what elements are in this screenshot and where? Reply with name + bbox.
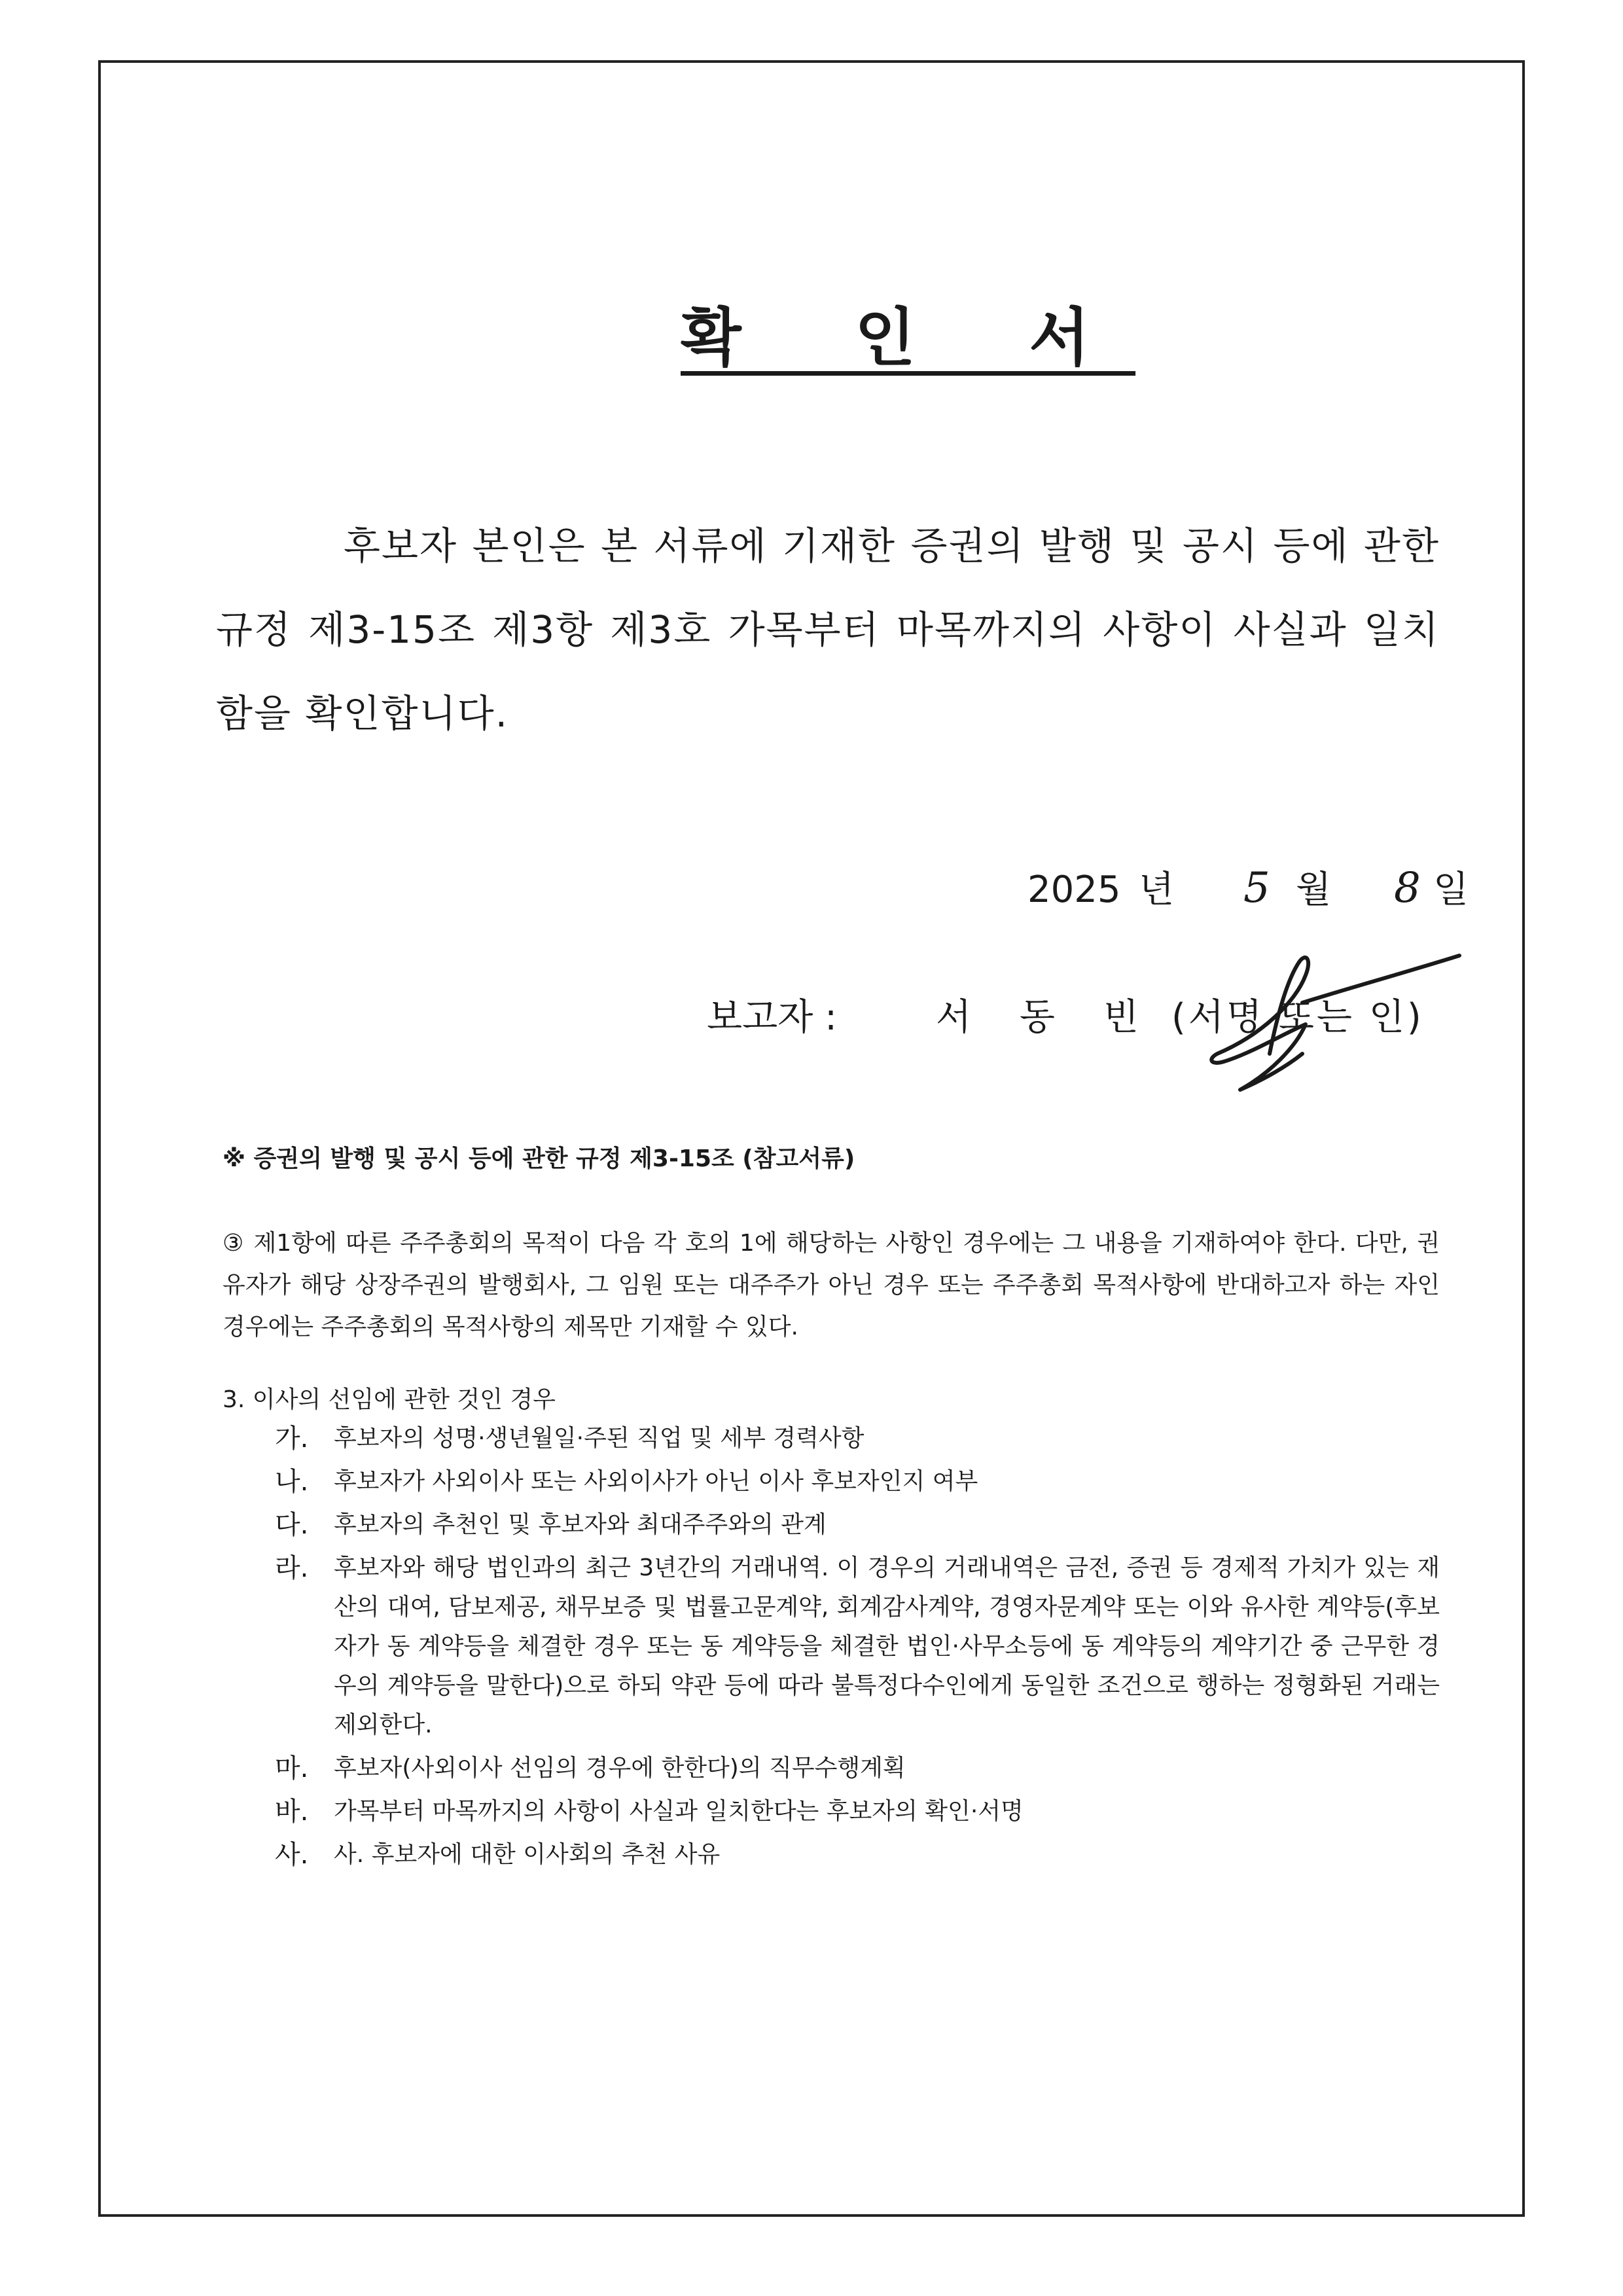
list-item-marker: 나.	[275, 1467, 309, 1497]
date-day-label: 일	[1433, 869, 1469, 911]
list-item	[275, 1419, 1440, 1458]
date-month: 5	[1243, 864, 1270, 912]
list-item-marker: 바.	[275, 1797, 309, 1827]
date-year: 2025	[1027, 869, 1121, 911]
list-item-text: 후보자가 사외이사 또는 사외이사가 아닌 이사 후보자인지 여부	[334, 1468, 978, 1495]
list-item-marker: 가.	[275, 1424, 309, 1454]
reference-title: ※ 증권의 발행 및 공시 등에 관한 규정 제3-15조 (참고서류)	[223, 1145, 855, 1172]
list-item-marker: 사.	[275, 1840, 309, 1870]
sign-note: (서명 또는 인)	[1171, 996, 1424, 1039]
reporter-label: 보고자 :	[707, 996, 837, 1039]
list-item-marker: 마.	[275, 1753, 309, 1784]
list-item-text: 후보자의 성명·생년월일·주된 직업 및 세부 경력사항	[334, 1425, 865, 1452]
list-item-marker: 다.	[275, 1510, 309, 1540]
document-title: 확 인 서	[681, 301, 1136, 374]
handwritten-signature	[1171, 942, 1472, 1100]
list-item	[275, 1835, 1440, 1874]
date-line	[1027, 861, 1469, 913]
list-item	[275, 1549, 1440, 1745]
confirmation-statement: 후보자 본인은 본 서류에 기재한 증권의 발행 및 공시 등에 관한 규정 제3-15조 제3항 제3호 가목부터 마목까지의 사항이 사실과 일치함을 확인합니다.	[216, 524, 1440, 736]
reporter-name: 서 동 빈	[936, 996, 1157, 1039]
list-item-marker: 라.	[275, 1553, 309, 1583]
list-item	[275, 1462, 1440, 1501]
list-item	[275, 1505, 1440, 1545]
list-item-text: 사. 후보자에 대한 이사회의 추천 사유	[334, 1841, 721, 1868]
document-border	[98, 60, 1525, 2217]
date-year-label: 년	[1139, 869, 1175, 911]
date-month-label: 월	[1296, 869, 1332, 911]
list-item-text: 후보자와 해당 법인과의 최근 3년간의 거래내역. 이 경우의 거래내역은 금전, 증권 등 경제적 가치가 있는 재산의 대여, 담보제공, 채무보증 및 법률고문계약, 회계감사계약, 경영자문계약 또는 이와 유사한 계약등(후보자가 동 계약등을 체결한 경우 또는 동 계약등을 체결한 법인·사무소등에 동 계약등의 계약기간 중 근무한 경우의 계약등을 말한다)으로 하되 약관 등에 따라 불특정다수인에게 동일한 조건으로 행하는 정형화된 거래는 제외한다.	[334, 1554, 1440, 1738]
list-item-text: 가목부터 마목까지의 사항이 사실과 일치한다는 후보자의 확인·서명	[334, 1798, 1024, 1825]
reference-paragraph: ③ 제1항에 따른 주주총회의 목적이 다음 각 호의 1에 해당하는 사항인 경우에는 그 내용을 기재하여야 한다. 다만, 권유자가 해당 상장주권의 발행회사, 그 임원 또는 대주주가 아닌 경우 또는 주주총회 목적사항에 반대하고자 하는 자인 경우에는 주주총회의 목적사항의 제목만 기재할 수 있다.	[223, 1230, 1440, 1340]
list-item-text: 후보자의 추천인 및 후보자와 최대주주와의 관계	[334, 1511, 827, 1538]
requirement-list	[275, 1419, 1440, 1878]
signature-stroke	[1211, 956, 1459, 1090]
date-day: 8	[1394, 864, 1421, 912]
list-item	[275, 1792, 1440, 1831]
section-heading: 3. 이사의 선임에 관한 것인 경우	[223, 1386, 556, 1413]
list-item-text: 후보자(사외이사 선임의 경우에 한한다)의 직무수행계획	[334, 1755, 906, 1782]
list-item	[275, 1749, 1440, 1788]
